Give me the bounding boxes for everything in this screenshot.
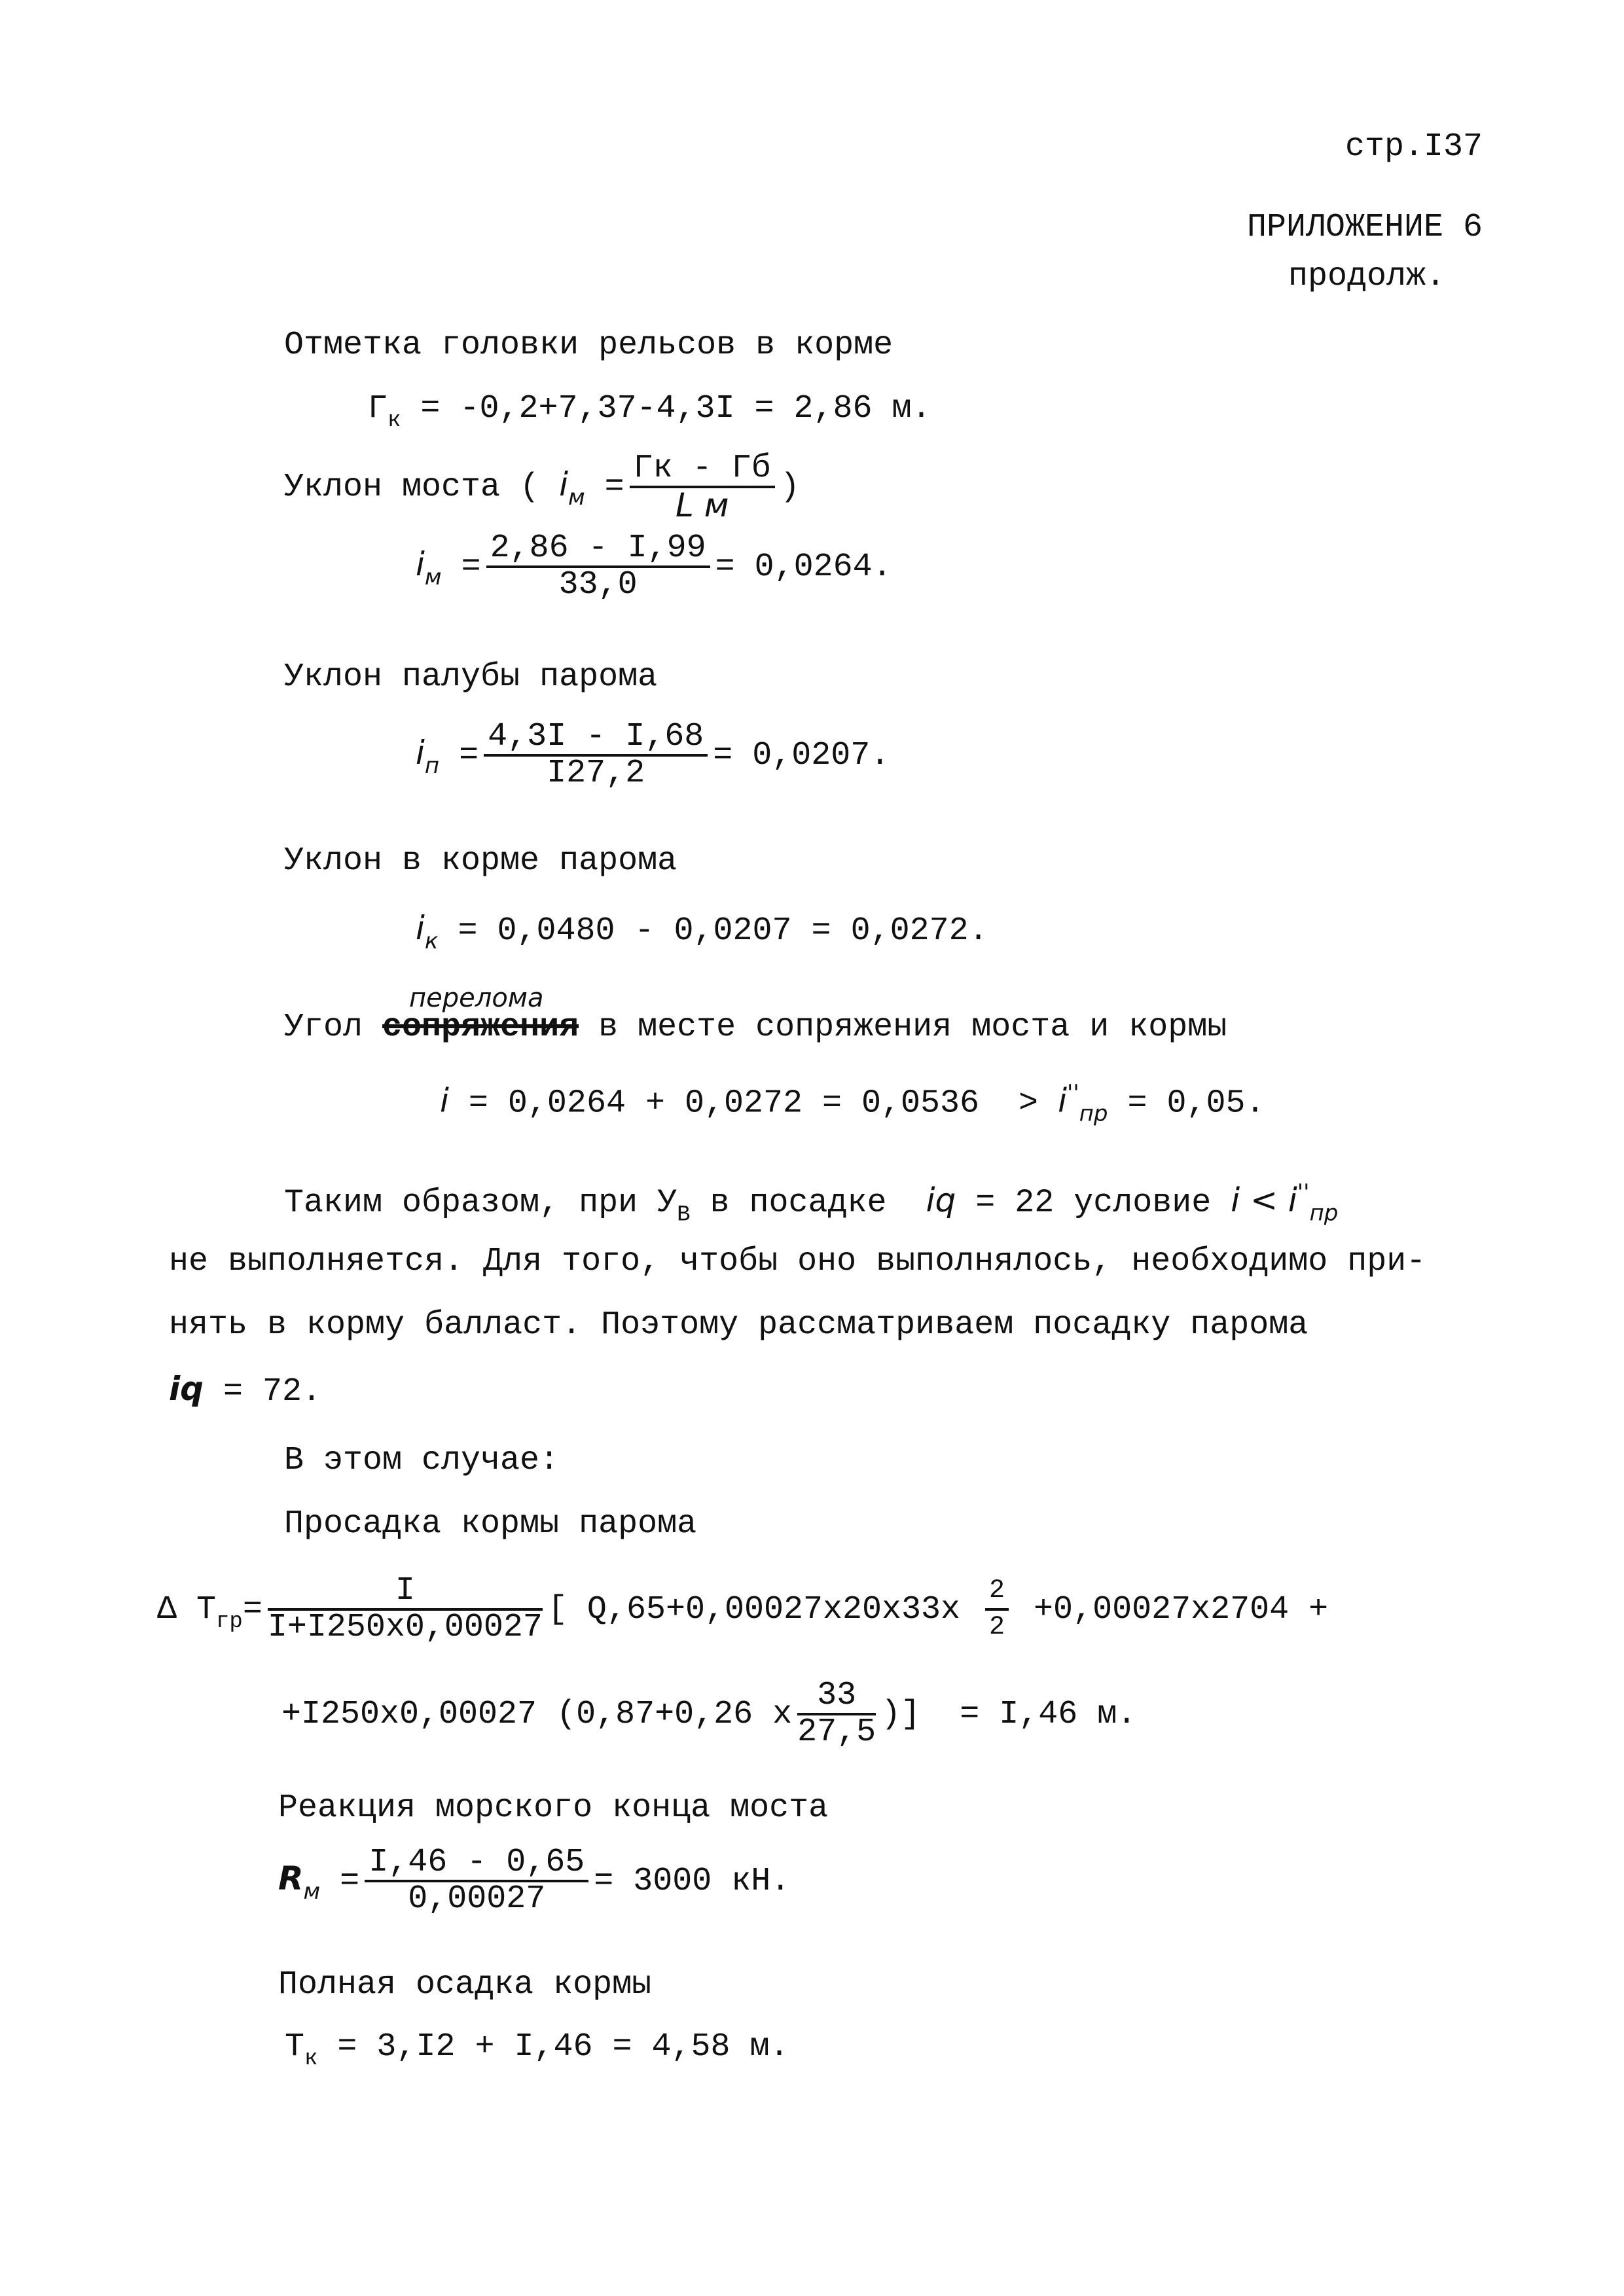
denominator: 33,0 (558, 566, 638, 603)
paragraph: Уклон моста ( (284, 469, 540, 507)
eq-sub: пр (1079, 1100, 1108, 1127)
paragraph: Реакция морского конца моста (278, 1789, 829, 1827)
equation (368, 389, 931, 440)
eq-lhs: R (278, 1859, 304, 1898)
numerator: 2 (985, 1574, 1009, 1611)
text: = 72. (203, 1373, 321, 1410)
eq-lhs: i (416, 734, 425, 772)
equation (157, 1574, 1328, 1645)
fraction (365, 1846, 588, 1916)
eq-result: = 0,0207. (713, 737, 890, 775)
numerator: I (268, 1574, 543, 1611)
eq-rhs: = -0,2+7,37-4,3I = 2,86 м. (401, 390, 931, 427)
eq-rhs: = 0,0264 + 0,0272 = 0,0536 > (448, 1085, 1058, 1122)
numerator: 33 (797, 1679, 876, 1715)
numerator: I,46 - 0,65 (365, 1846, 588, 1882)
eq-close: ) (780, 469, 800, 507)
eq-lhs: Г (368, 390, 388, 427)
eq-lhs: i (440, 1081, 449, 1120)
eq-sub: м (424, 564, 442, 591)
eq-lhs: i (416, 545, 425, 584)
continued-label: продолж. (1288, 258, 1446, 295)
paragraph: Полная осадка кормы (278, 1966, 652, 2003)
eq-sub: м (303, 1878, 321, 1905)
paragraph: Уклон палубы парома (284, 658, 658, 696)
numerator: 4,3I - I,68 (484, 720, 708, 757)
eq-rhs: = 3,I2 + I,46 = 4,58 м. (317, 2028, 789, 2066)
text: Таким образом, при У (284, 1184, 677, 1222)
paragraph: нять в корму балласт. Поэтому рассматриваем посадку парома (169, 1306, 1308, 1344)
eq-lhs: Δ T (157, 1591, 217, 1629)
sub: В (677, 1202, 691, 1228)
equation (440, 1073, 1265, 1134)
paragraph: не выполняется. Для того, чтобы оно выполнялось, необходимо при- (169, 1243, 1426, 1280)
equation: $i_м$ = $\frac{2,86 - I,99}{33,0}$ = 0,0264. (416, 529, 892, 603)
eq-result: = 0,0264. (715, 548, 892, 586)
fraction (268, 1574, 543, 1645)
eq-lhs: i (416, 909, 425, 947)
numerator: Гк - Гб (630, 452, 775, 488)
paragraph: Уклон в корме парома (284, 842, 677, 880)
denominator: 2 (989, 1613, 1005, 1642)
denominator: 27,5 (797, 1713, 876, 1751)
paragraph (169, 1369, 321, 1412)
eq-sub: к (388, 408, 401, 433)
sub: пр (1309, 1200, 1339, 1227)
eq-part: +0,00027x2704 + (1014, 1591, 1329, 1629)
eq-result: = 3000 кН. (594, 1863, 791, 1901)
text: = 22 условие (956, 1184, 1231, 1222)
sup: '' (1297, 1179, 1310, 1206)
text: Угол (284, 1009, 383, 1046)
eq-part: +I250x0,00027 (0,87+0,26 x (281, 1696, 793, 1734)
fraction (484, 720, 708, 791)
handwritten-symbol: iq (926, 1181, 956, 1219)
denominator: 0,00027 (408, 1880, 546, 1918)
equation (285, 2028, 789, 2079)
fraction (985, 1574, 1009, 1645)
eq-sub: м (568, 484, 585, 511)
eq-lhs: T (285, 2028, 305, 2066)
eq-rhs: = 0,0480 - 0,0207 = 0,0272. (458, 912, 988, 950)
fraction (797, 1679, 876, 1749)
struck-word: сопряжения (382, 1009, 579, 1046)
paragraph (284, 1173, 1338, 1235)
eq-limit: i (1058, 1081, 1067, 1120)
eq-sub: п (424, 753, 440, 780)
eq-sup: '' (1066, 1080, 1079, 1106)
eq-sub: к (424, 928, 439, 954)
eq-tail: = 0,05. (1108, 1085, 1265, 1122)
eq-sign: = (242, 1591, 262, 1629)
text: в посадке (690, 1184, 926, 1222)
appendix-title: ПРИЛОЖЕНИЕ 6 (1247, 209, 1483, 246)
equation: Уклон моста ( $i_м$ = $\frac{Гк - Гб}{\text{L м}}$ ) (284, 450, 800, 524)
eq-part: )] = I,46 м. (881, 1696, 1137, 1734)
fraction (630, 452, 775, 522)
numerator: 2,86 - I,99 (486, 531, 710, 568)
handwritten-symbol: iq (169, 1370, 204, 1408)
eq-sub: гр (216, 1609, 243, 1635)
denominator: L м (675, 486, 729, 524)
equation: $i_п$ = $\frac{4,3I - I,68}{I27,2}$ = 0,0207. (416, 718, 890, 792)
paragraph: Просадка кормы парома (284, 1505, 697, 1543)
paragraph (284, 1008, 1227, 1047)
paragraph: Отметка головки рельсов в корме (284, 327, 893, 364)
text: в месте сопряжения моста и кормы (579, 1009, 1227, 1046)
eq-part: [ Q,65+0,00027x20x33x (547, 1591, 981, 1629)
equation: $R_м$ = $\frac{I,46 - 0,65}{0,00027}$ = 3000 кН. (278, 1844, 791, 1918)
equation (416, 908, 988, 961)
denominator: I+I250x0,00027 (267, 1609, 543, 1646)
handwritten-condition: i < i (1231, 1181, 1297, 1219)
eq-sub: к (304, 2047, 318, 2072)
paragraph: В этом случае: (284, 1442, 560, 1479)
denominator: I27,2 (547, 755, 645, 792)
eq-lhs: i (559, 465, 568, 504)
handwritten-insert: перелома (409, 983, 544, 1013)
fraction (486, 531, 710, 602)
page-number: стр.I37 (1345, 128, 1483, 166)
equation (281, 1679, 1136, 1749)
